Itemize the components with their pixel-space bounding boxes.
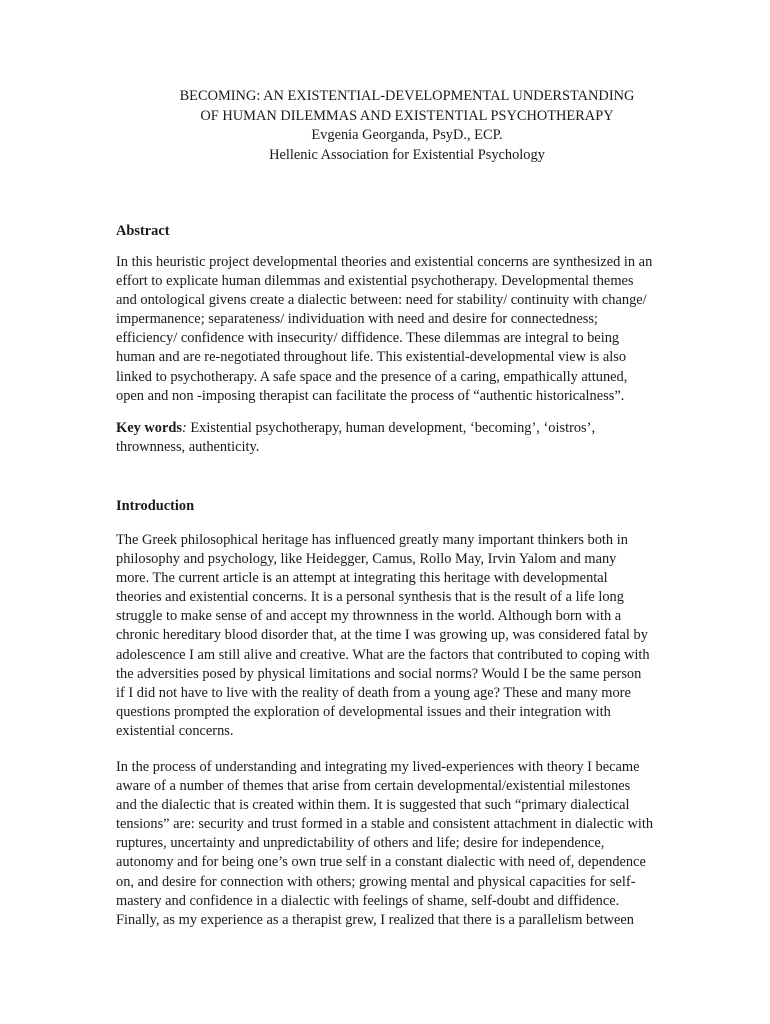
intro-line: In the process of understanding and integrating my lived-experiences with theory I became — [116, 759, 640, 775]
author: Evgenia Georganda, PsyD., ECP. — [311, 127, 503, 143]
intro-line: mastery and confidence in a dialectic with feelings of shame, self-doubt and diffidence. — [116, 892, 620, 909]
intro-line: theories and existential concerns. It is a personal synthesis that is the result of a life long — [116, 589, 624, 606]
title-line-2: OF HUMAN DILEMMAS AND EXISTENTIAL PSYCHOTHERAPY — [200, 107, 614, 124]
intro-line: the adversities posed by physical limitations and social norms? Would I be the same person — [116, 665, 642, 682]
keywords-label: Key words — [116, 420, 182, 436]
abstract-line: open and non -imposing therapist can facilitate the process of “authentic historicalness”. — [116, 387, 625, 404]
intro-line: ruptures, uncertainty and unpredictability of others and life; desire for independence, — [116, 835, 605, 852]
abstract-line: impermanence; separateness/ individuation with need and desire for connectedness; — [116, 311, 598, 328]
keywords-paragraph — [116, 419, 700, 457]
keywords-line-1 — [116, 419, 700, 438]
abstract-heading: Abstract — [116, 223, 170, 239]
abstract-line: In this heuristic project developmental theories and existential concerns are synthesized in an — [116, 254, 653, 270]
keywords-colon: : — [181, 420, 187, 436]
intro-line: questions prompted the exploration of developmental issues and their integration with — [116, 703, 611, 720]
abstract-line: linked to psychotherapy. A safe space and the presence of a caring, empathically attuned, — [116, 368, 628, 385]
introduction-paragraph-1 — [116, 531, 700, 741]
abstract-line: human and are re-negotiated throughout life. This existential-developmental view is also — [116, 349, 627, 366]
intro-line: struggle to make sense of and accept my thrownness in the world. Although born with a — [116, 608, 622, 625]
intro-line: tensions” are: security and trust formed in a stable and consistent attachment in dialectic with — [116, 816, 654, 833]
intro-line: philosophy and psychology, like Heidegger, Camus, Rollo May, Irvin Yalom and many — [116, 551, 617, 568]
introduction-paragraph-2 — [116, 758, 700, 930]
intro-line: on, and desire for connection with others; growing mental and physical capacities for self- — [116, 873, 636, 890]
intro-line: Finally, as my experience as a therapist grew, I realized that there is a parallelism between — [116, 911, 634, 928]
intro-line: autonomy and for being one’s own true self in a constant dialectic with need of, dependence — [116, 854, 646, 871]
intro-line: aware of a number of themes that arise from certain developmental/existential milestones — [116, 778, 631, 795]
intro-line: chronic hereditary blood disorder that, at the time I was growing up, was considered fatal by — [116, 627, 648, 644]
abstract-paragraph — [116, 253, 700, 406]
affiliation: Hellenic Association for Existential Psychology — [269, 146, 545, 163]
abstract-line: efficiency/ confidence with insecurity/ diffidence. These dilemmas are integral to being — [116, 330, 620, 347]
introduction-heading: Introduction — [116, 498, 195, 514]
intro-line: more. The current article is an attempt at integrating this heritage with developmental — [116, 570, 608, 587]
intro-line: if I did not have to live with the reality of death from a young age? These and many more — [116, 684, 631, 701]
intro-line: The Greek philosophical heritage has influenced greatly many important thinkers both in — [116, 532, 628, 548]
abstract-line: and ontological givens create a dialectic between: need for stability/ continuity with change/ — [116, 292, 647, 309]
intro-line: adolescence I am still alive and creative. What are the factors that contributed to coping with — [116, 646, 650, 663]
title-block — [60, 87, 754, 165]
intro-line: existential concerns. — [116, 722, 234, 739]
title-line-1: BECOMING: AN EXISTENTIAL-DEVELOPMENTAL UNDERSTANDING — [179, 88, 635, 104]
keywords-line-2: thrownness, authenticity. — [116, 439, 260, 456]
intro-line: and the dialectic that is created within them. It is suggested that such “primary dialectical — [116, 797, 630, 814]
keywords-text: Existential psychotherapy, human development, ‘becoming’, ‘oistros’, — [186, 420, 596, 436]
abstract-line: effort to explicate human dilemmas and existential psychotherapy. Developmental themes — [116, 273, 634, 290]
